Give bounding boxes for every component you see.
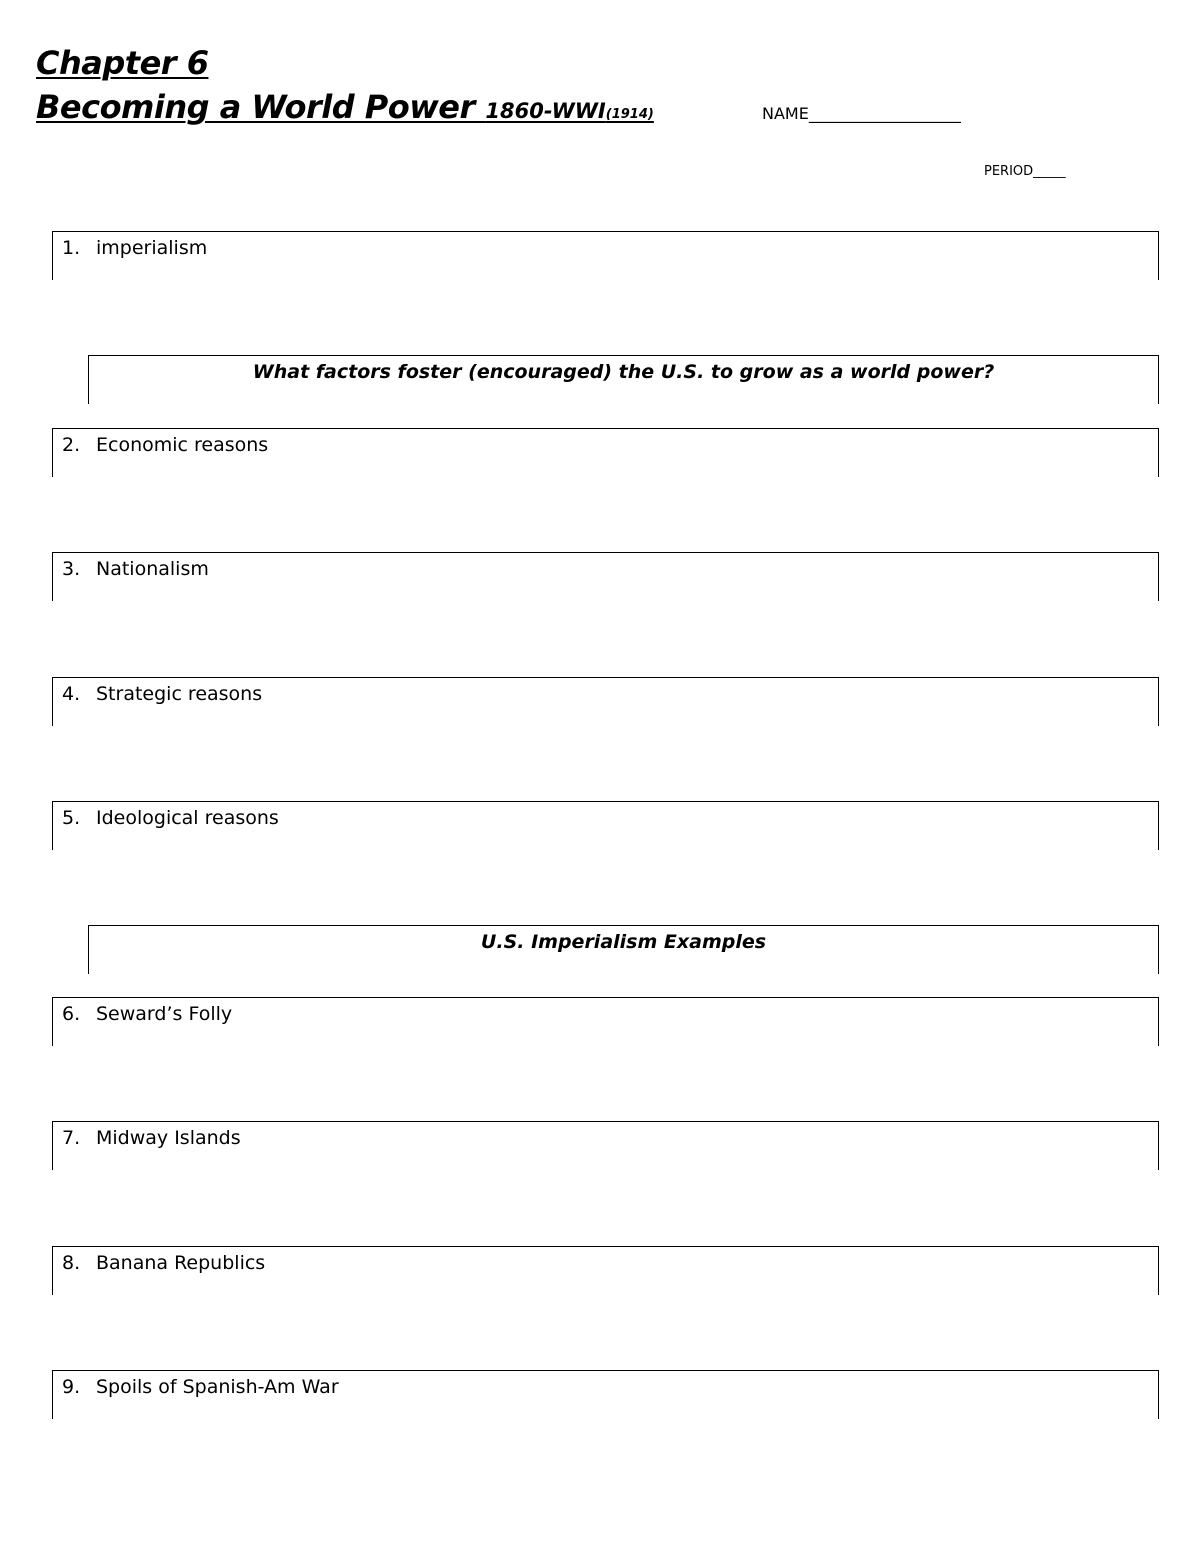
- question-label: Nationalism: [96, 558, 209, 580]
- chapter-title: Chapter 6: [36, 44, 209, 82]
- question-box-4: [52, 677, 1159, 726]
- question-number: 5.: [62, 807, 81, 829]
- question-number: 2.: [62, 434, 81, 456]
- worksheet-title: [36, 88, 654, 126]
- worksheet-title-year: (1914): [605, 107, 654, 122]
- question-number: 7.: [62, 1127, 81, 1149]
- section-header-text: What factors foster (encouraged) the U.S. to grow as a world power?: [252, 361, 995, 383]
- question-box-6: [52, 997, 1159, 1046]
- question-box-3: [52, 552, 1159, 601]
- question-label: Ideological reasons: [96, 807, 279, 829]
- section-header-factors: [88, 355, 1159, 404]
- question-number: 6.: [62, 1003, 81, 1025]
- question-box-2: [52, 428, 1159, 477]
- name-field[interactable]: NAME___________________: [762, 104, 961, 123]
- question-box-1: [52, 231, 1159, 280]
- question-number: 3.: [62, 558, 81, 580]
- question-label: Seward’s Folly: [96, 1003, 233, 1025]
- question-label: Midway Islands: [96, 1127, 241, 1149]
- worksheet-title-main: Becoming a World Power: [36, 88, 486, 126]
- question-box-9: [52, 1370, 1159, 1419]
- section-header-text: U.S. Imperialism Examples: [480, 931, 767, 953]
- question-number: 9.: [62, 1376, 81, 1398]
- question-box-7: [52, 1121, 1159, 1170]
- period-field[interactable]: PERIOD_____: [984, 164, 1066, 179]
- question-label: Strategic reasons: [96, 683, 263, 705]
- question-box-5: [52, 801, 1159, 850]
- question-box-8: [52, 1246, 1159, 1295]
- question-number: 1.: [62, 237, 81, 259]
- question-number: 8.: [62, 1252, 81, 1274]
- worksheet-title-dates: 1860-WWI: [485, 99, 606, 123]
- question-number: 4.: [62, 683, 81, 705]
- section-header-examples: [88, 925, 1159, 974]
- question-label: Banana Republics: [96, 1252, 266, 1274]
- question-label: Spoils of Spanish-Am War: [96, 1376, 339, 1398]
- question-label: Economic reasons: [96, 434, 269, 456]
- question-label: imperialism: [96, 237, 208, 259]
